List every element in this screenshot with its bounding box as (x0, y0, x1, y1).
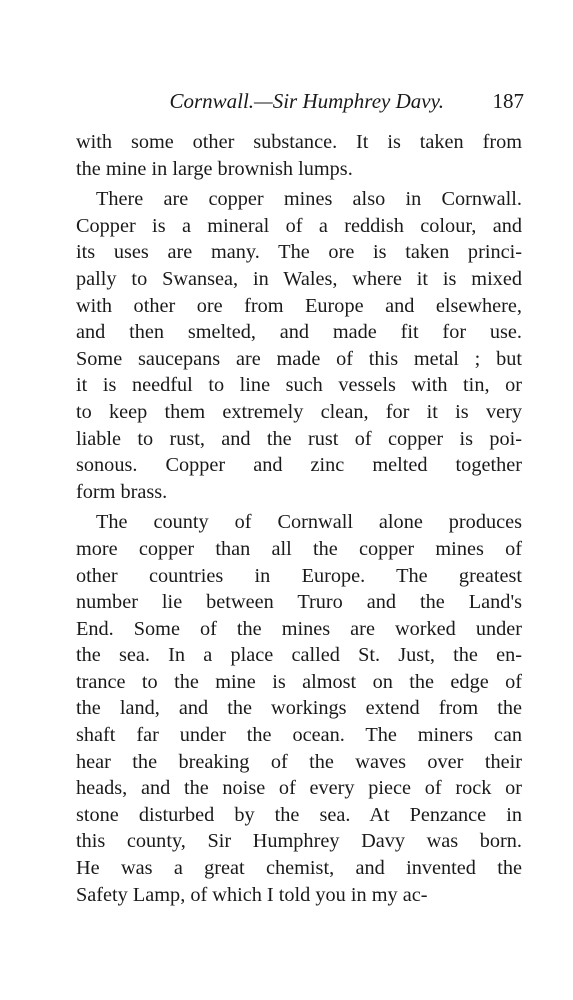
running-title: Cornwall.—Sir Humphrey Davy. (169, 89, 444, 113)
text-line: shaft far under the ocean. The miners can (76, 724, 522, 747)
text-line: liable to rust, and the rust of copper is poi- (76, 427, 522, 450)
text-line: form brass. (76, 480, 168, 503)
text-line: Some saucepans are made of this metal ; but (76, 347, 522, 370)
text-line: heads, and the noise of every piece of rock or (76, 777, 522, 800)
paragraph (76, 186, 522, 505)
text-line: The county of Cornwall alone produces (96, 511, 522, 534)
text-line: this county, Sir Humphrey Davy was born. (76, 830, 522, 853)
text-line: with some other substance. It is taken from (76, 131, 522, 153)
text-line: other countries in Europe. The greatest (76, 564, 522, 587)
running-head (76, 86, 524, 116)
text-line: and then smelted, and made fit for use. (76, 321, 522, 344)
text-line: number lie between Truro and the Land's (76, 591, 522, 614)
text-line: it is needful to line such vessels with tin, or (76, 374, 522, 397)
text-line: its uses are many. The ore is taken princi- (76, 241, 522, 264)
paragraph (76, 129, 522, 182)
text-line: with other ore from Europe and elsewhere, (76, 294, 522, 317)
text-line: sonous. Copper and zinc melted together (76, 454, 522, 477)
text-line: hear the breaking of the waves over their (76, 750, 522, 773)
body-text (76, 129, 522, 908)
text-line: Safety Lamp, of which I told you in my ac- (76, 883, 428, 906)
text-line: He was a great chemist, and invented the (76, 857, 522, 880)
text-line: There are copper mines also in Cornwall. (96, 188, 522, 211)
text-line: trance to the mine is almost on the edge of (76, 670, 522, 693)
text-line: End. Some of the mines are worked under (76, 617, 522, 640)
paragraph (76, 509, 522, 908)
text-line: the land, and the workings extend from the (76, 697, 522, 720)
text-line: stone disturbed by the sea. At Penzance in (76, 803, 522, 826)
text-line: the sea. In a place called St. Just, the en- (76, 644, 522, 667)
text-line: the mine in large brownish lumps. (76, 157, 353, 180)
text-line: to keep them extremely clean, for it is very (76, 400, 522, 423)
text-line: more copper than all the copper mines of (76, 537, 522, 560)
text-line: Copper is a mineral of a reddish colour, and (76, 214, 522, 237)
text-line: pally to Swansea, in Wales, where it is mixed (76, 267, 522, 290)
page-number: 187 (492, 89, 524, 113)
